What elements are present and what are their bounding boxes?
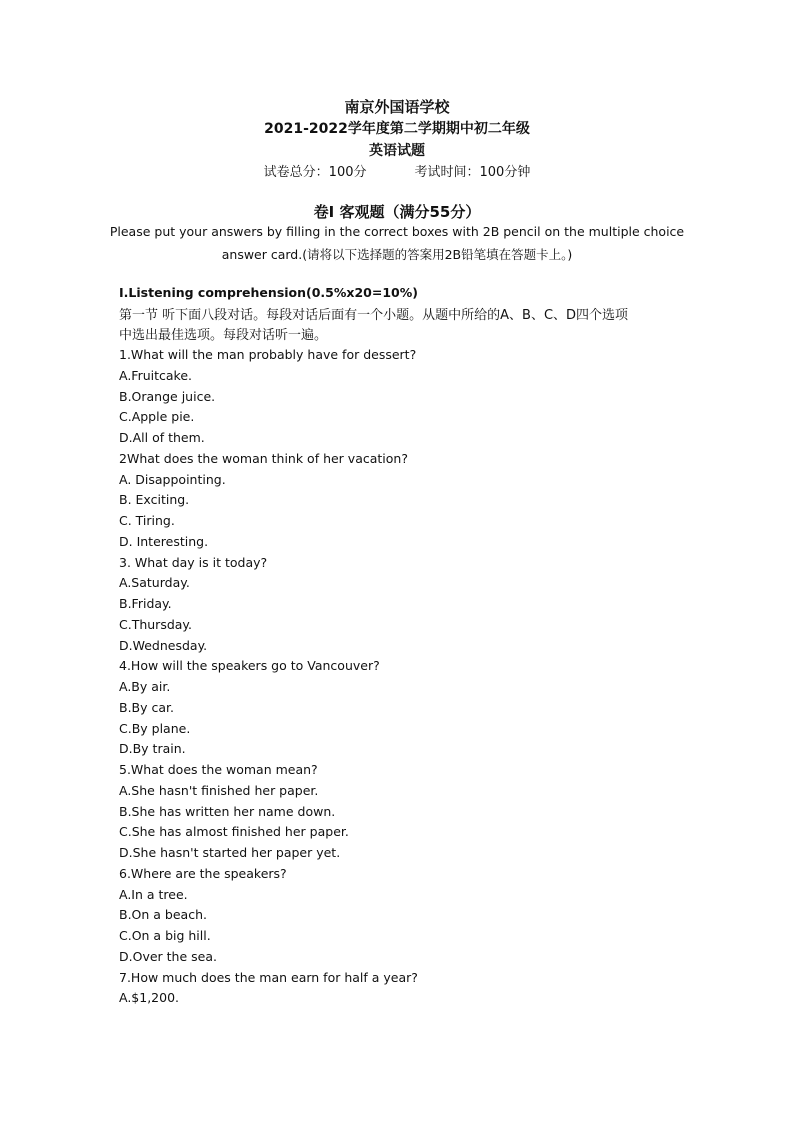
question-list [119,345,679,1009]
question-stem: 3. What day is it today? [119,554,268,570]
question-option: D. Interesting. [119,533,209,549]
question-option: B. Exciting. [119,492,190,508]
exam-meta [0,161,794,180]
question-option: C. Tiring. [119,513,175,528]
question-stem: 6.Where are the speakers? [119,865,287,881]
volume-instruction-line2: answer card.(请将以下选择题的答案用2B铅笔填在答题卡上。) [221,247,573,262]
question-option: A.By air. [119,679,171,694]
question-option: C.By plane. [119,720,191,736]
subject-title: 英语试题 [369,143,425,159]
question-option: D.Wednesday. [119,637,208,653]
question-option: B.By car. [119,699,174,715]
volume-title: 卷Ⅰ 客观题（满分55分） [313,203,481,221]
question-option: A.In a tree. [119,886,188,902]
question-option: D.All of them. [119,430,205,445]
exam-term-title: 2021-2022学年度第二学期期中初二年级 [264,121,530,137]
question-option: D.By train. [119,741,186,757]
question-option: D.She hasn't started her paper yet. [119,845,341,860]
total-score: 试卷总分：100分 [263,165,367,180]
question-option: C.Thursday. [119,616,193,632]
question-stem: 7.How much does the man earn for half a year? [119,969,418,985]
question-option: B.On a beach. [119,907,207,923]
question-option: A.She hasn't finished her paper. [119,782,319,798]
question-option: A.Saturday. [119,575,190,591]
question-stem: 2What does the woman think of her vacation? [119,450,408,466]
question-option: C.She has almost finished her paper. [119,824,349,840]
question-option: B.Orange juice. [119,388,216,404]
school-name: 南京外国语学校 [344,98,450,116]
section-description-line1: 第一节 听下面八段对话。每段对话后面有一个小题。从题中所给的A、B、C、D四个选项 [119,308,629,323]
volume-instruction-line1: Please put your answers by filling in the correct boxes with 2B pencil on the multiple choice [109,224,685,239]
question-stem: 5.What does the woman mean? [119,762,318,777]
section-description-line2: 中选出最佳选项。每段对话听一遍。 [119,328,328,343]
question-option: A. Disappointing. [119,471,226,487]
question-stem: 4.How will the speakers go to Vancouver? [119,658,380,674]
section-heading: I.Listening comprehension(0.5%x20=10%) [119,285,418,300]
question-option: B.She has written her name down. [119,803,336,819]
question-stem: 1.What will the man probably have for dessert? [119,347,417,362]
question-option: D.Over the sea. [119,948,217,964]
question-option: C.Apple pie. [119,409,195,425]
question-option: A.$1,200. [119,990,180,1006]
question-option: C.On a big hill. [119,928,211,943]
question-option: B.Friday. [119,596,172,611]
question-option: A.Fruitcake. [119,367,193,383]
exam-time: 考试时间：100分钟 [414,165,531,180]
section-description [119,306,689,346]
